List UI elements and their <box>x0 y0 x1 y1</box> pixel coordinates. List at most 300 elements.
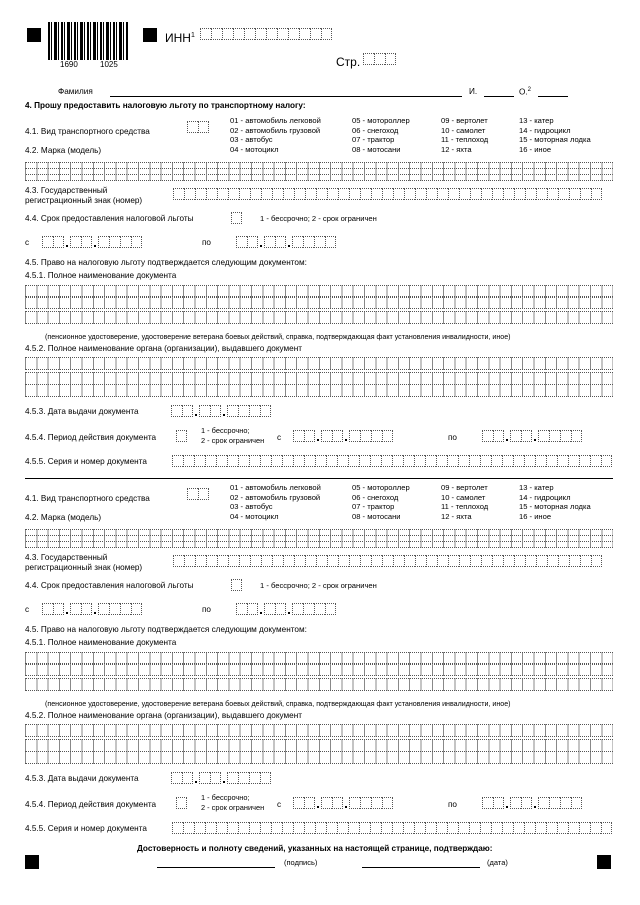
initial-i-line[interactable] <box>484 96 514 97</box>
series-field-cell[interactable] <box>282 822 293 834</box>
series-field-cell[interactable] <box>227 455 238 467</box>
inn-cell[interactable] <box>233 28 244 40</box>
reg-sign-field-cell[interactable] <box>173 555 184 567</box>
series-field-cell[interactable] <box>392 455 403 467</box>
initial-o-line[interactable] <box>538 96 568 97</box>
validity-from-date-cell[interactable] <box>360 430 371 442</box>
term-to-date[interactable] <box>236 603 336 615</box>
validity-to-date-cell[interactable] <box>493 797 504 809</box>
series-field-cell[interactable] <box>403 822 414 834</box>
date-line[interactable] <box>362 867 480 868</box>
validity-from-date-cell[interactable] <box>332 430 343 442</box>
reg-sign-field-cell[interactable] <box>316 555 327 567</box>
reg-sign-field-cell[interactable] <box>217 555 228 567</box>
term-from-date-cell[interactable] <box>53 236 64 248</box>
vehicle-type-field[interactable] <box>187 121 209 133</box>
series-field-cell[interactable] <box>172 455 183 467</box>
reg-sign-field-cell[interactable] <box>536 188 547 200</box>
series-field-cell[interactable] <box>249 455 260 467</box>
series-field-cell[interactable] <box>293 455 304 467</box>
validity-to-date-cell[interactable] <box>482 797 493 809</box>
series-field-cell[interactable] <box>502 455 513 467</box>
inn-cell[interactable] <box>255 28 266 40</box>
series-field-cell[interactable] <box>480 455 491 467</box>
vehicle-type-field-cell[interactable] <box>187 488 198 500</box>
series-field-cell[interactable] <box>337 455 348 467</box>
validity-from-date-cell[interactable] <box>304 430 315 442</box>
series-field-cell[interactable] <box>381 822 392 834</box>
reg-sign-field-cell[interactable] <box>272 188 283 200</box>
validity-to-date-cell[interactable] <box>538 797 549 809</box>
term-from-date-cell[interactable] <box>53 603 64 615</box>
term-to-date-cell[interactable] <box>264 236 275 248</box>
series-field-cell[interactable] <box>568 822 579 834</box>
reg-sign-field-cell[interactable] <box>294 555 305 567</box>
validity-field-cell[interactable] <box>176 430 187 442</box>
series-field-cell[interactable] <box>359 822 370 834</box>
validity-from-date-cell[interactable] <box>321 430 332 442</box>
validity-to-date-cell[interactable] <box>521 797 532 809</box>
term-to-date-cell[interactable] <box>325 236 336 248</box>
series-field-cell[interactable] <box>469 455 480 467</box>
series-field-cell[interactable] <box>513 822 524 834</box>
validity-to-date-cell[interactable] <box>482 430 493 442</box>
validity-from-date[interactable] <box>293 797 393 809</box>
reg-sign-field-cell[interactable] <box>305 555 316 567</box>
reg-sign-field-cell[interactable] <box>371 188 382 200</box>
series-field-cell[interactable] <box>590 455 601 467</box>
series-field-cell[interactable] <box>557 822 568 834</box>
validity-from-date-cell[interactable] <box>304 797 315 809</box>
term-to-date-cell[interactable] <box>275 603 286 615</box>
reg-sign-field-cell[interactable] <box>294 188 305 200</box>
reg-sign-field-cell[interactable] <box>316 188 327 200</box>
issue-date-field-cell[interactable] <box>238 772 249 784</box>
reg-sign-field-cell[interactable] <box>360 555 371 567</box>
series-field-cell[interactable] <box>293 822 304 834</box>
org-name-row-3[interactable] <box>25 751 613 764</box>
validity-to-date-cell[interactable] <box>571 797 582 809</box>
inn-cell[interactable] <box>321 28 332 40</box>
series-field-cell[interactable] <box>458 455 469 467</box>
series-field-cell[interactable] <box>260 822 271 834</box>
reg-sign-field-cell[interactable] <box>250 555 261 567</box>
series-field-cell[interactable] <box>425 822 436 834</box>
series-field-cell[interactable] <box>502 822 513 834</box>
series-field-cell[interactable] <box>601 455 612 467</box>
vehicle-type-field-cell[interactable] <box>198 121 209 133</box>
series-field-cell[interactable] <box>590 822 601 834</box>
reg-sign-field-cell[interactable] <box>206 555 217 567</box>
term-to-date-cell[interactable] <box>275 236 286 248</box>
reg-sign-field-cell[interactable] <box>591 188 602 200</box>
term-from-date-cell[interactable] <box>42 603 53 615</box>
series-field-cell[interactable] <box>535 455 546 467</box>
series-field-cell[interactable] <box>557 455 568 467</box>
validity-to-date-cell[interactable] <box>560 797 571 809</box>
vehicle-type-field[interactable] <box>187 488 209 500</box>
issue-date-field-cell[interactable] <box>249 405 260 417</box>
series-field-cell[interactable] <box>348 455 359 467</box>
issue-date-field-cell[interactable] <box>210 772 221 784</box>
term-from-date-cell[interactable] <box>131 603 142 615</box>
reg-sign-field-cell[interactable] <box>558 555 569 567</box>
reg-sign-field-cell[interactable] <box>327 555 338 567</box>
doc-name-row-3[interactable] <box>25 678 613 691</box>
validity-from-date-cell[interactable] <box>349 430 360 442</box>
reg-sign-field-cell[interactable] <box>448 188 459 200</box>
reg-sign-field-cell[interactable] <box>514 555 525 567</box>
reg-sign-field-cell[interactable] <box>360 188 371 200</box>
reg-sign-field-cell[interactable] <box>569 555 580 567</box>
issue-date-field-cell[interactable] <box>171 405 182 417</box>
validity-to-date[interactable] <box>482 430 582 442</box>
reg-sign-field-cell[interactable] <box>580 188 591 200</box>
reg-sign-field-cell[interactable] <box>569 188 580 200</box>
term-from-date-cell[interactable] <box>42 236 53 248</box>
reg-sign-field-cell[interactable] <box>437 188 448 200</box>
reg-sign-field[interactable] <box>173 188 602 200</box>
reg-sign-field-cell[interactable] <box>415 555 426 567</box>
surname-line[interactable] <box>110 96 462 97</box>
issue-date-field-cell[interactable] <box>182 405 193 417</box>
issue-date-field-cell[interactable] <box>260 772 271 784</box>
reg-sign-field-cell[interactable] <box>503 188 514 200</box>
series-field-cell[interactable] <box>469 822 480 834</box>
reg-sign-field-cell[interactable] <box>228 555 239 567</box>
reg-sign-field-cell[interactable] <box>426 188 437 200</box>
issue-date-field[interactable] <box>171 405 271 417</box>
series-field-cell[interactable] <box>359 455 370 467</box>
inn-cell[interactable] <box>288 28 299 40</box>
reg-sign-field-cell[interactable] <box>426 555 437 567</box>
series-field-cell[interactable] <box>524 822 535 834</box>
validity-from-date-cell[interactable] <box>371 797 382 809</box>
inn-cell[interactable] <box>200 28 211 40</box>
series-field-cell[interactable] <box>249 822 260 834</box>
reg-sign-field-cell[interactable] <box>327 188 338 200</box>
series-field-cell[interactable] <box>568 455 579 467</box>
reg-sign-field-cell[interactable] <box>404 188 415 200</box>
inn-cell[interactable] <box>277 28 288 40</box>
series-field-cell[interactable] <box>205 822 216 834</box>
reg-sign-field-cell[interactable] <box>525 555 536 567</box>
org-name-row-1[interactable] <box>25 357 613 370</box>
inn-cell[interactable] <box>310 28 321 40</box>
reg-sign-field-cell[interactable] <box>338 188 349 200</box>
series-field-cell[interactable] <box>370 455 381 467</box>
series-field-cell[interactable] <box>403 455 414 467</box>
org-name-row-1[interactable] <box>25 724 613 737</box>
inn-cell[interactable] <box>211 28 222 40</box>
term-to-date-cell[interactable] <box>292 603 303 615</box>
validity-to-date-cell[interactable] <box>521 430 532 442</box>
validity-from-date-cell[interactable] <box>382 797 393 809</box>
reg-sign-field-cell[interactable] <box>481 555 492 567</box>
term-from-date-cell[interactable] <box>70 603 81 615</box>
series-field-cell[interactable] <box>579 455 590 467</box>
term-from-date-cell[interactable] <box>109 236 120 248</box>
term-field-cell[interactable] <box>231 212 242 224</box>
reg-sign-field-cell[interactable] <box>184 555 195 567</box>
issue-date-field-cell[interactable] <box>227 405 238 417</box>
series-field-cell[interactable] <box>480 822 491 834</box>
page-cell[interactable] <box>385 53 396 65</box>
validity-from-date-cell[interactable] <box>349 797 360 809</box>
issue-date-field-cell[interactable] <box>171 772 182 784</box>
term-to-date[interactable] <box>236 236 336 248</box>
term-from-date-cell[interactable] <box>81 236 92 248</box>
validity-from-date-cell[interactable] <box>360 797 371 809</box>
series-field-cell[interactable] <box>458 822 469 834</box>
series-field-cell[interactable] <box>205 455 216 467</box>
validity-field[interactable] <box>176 797 187 809</box>
doc-name-row-2[interactable] <box>25 663 613 676</box>
issue-date-field-cell[interactable] <box>199 772 210 784</box>
series-field-cell[interactable] <box>579 822 590 834</box>
doc-name-row-3[interactable] <box>25 311 613 324</box>
issue-date-field-cell[interactable] <box>199 405 210 417</box>
doc-name-row-2[interactable] <box>25 296 613 309</box>
reg-sign-field-cell[interactable] <box>470 188 481 200</box>
series-label: 4.5.5. Серия и номер документа <box>25 824 147 833</box>
reg-sign-field-cell[interactable] <box>459 188 470 200</box>
term-from-date-cell[interactable] <box>109 603 120 615</box>
reg-sign-field-cell[interactable] <box>283 555 294 567</box>
series-field-cell[interactable] <box>183 822 194 834</box>
reg-sign-field-cell[interactable] <box>415 188 426 200</box>
validity-to-date-cell[interactable] <box>510 430 521 442</box>
term-to-date-cell[interactable] <box>303 236 314 248</box>
series-field-cell[interactable] <box>238 455 249 467</box>
validity-from-date-cell[interactable] <box>293 430 304 442</box>
reg-sign-field-cell[interactable] <box>305 188 316 200</box>
reg-sign-field-cell[interactable] <box>558 188 569 200</box>
reg-sign-field-cell[interactable] <box>382 555 393 567</box>
reg-sign-field-cell[interactable] <box>470 555 481 567</box>
reg-sign-field-cell[interactable] <box>404 555 415 567</box>
reg-sign-field-cell[interactable] <box>349 188 360 200</box>
term-from-date[interactable] <box>42 603 142 615</box>
series-field[interactable] <box>172 822 612 834</box>
validity-from-date-cell[interactable] <box>321 797 332 809</box>
inn-cell[interactable] <box>299 28 310 40</box>
reg-sign-field-cell[interactable] <box>448 555 459 567</box>
series-field-cell[interactable] <box>326 455 337 467</box>
reg-sign-field-cell[interactable] <box>217 188 228 200</box>
series-field-cell[interactable] <box>535 822 546 834</box>
term-from-date-cell[interactable] <box>120 236 131 248</box>
series-field-cell[interactable] <box>513 455 524 467</box>
org-name-row-3[interactable] <box>25 384 613 397</box>
reg-sign-field-cell[interactable] <box>239 188 250 200</box>
series-field-cell[interactable] <box>436 822 447 834</box>
reg-sign-field-cell[interactable] <box>437 555 448 567</box>
vehicle-type-field-cell[interactable] <box>187 121 198 133</box>
reg-sign-field-cell[interactable] <box>239 555 250 567</box>
series-field-cell[interactable] <box>194 822 205 834</box>
reg-sign-field-cell[interactable] <box>459 555 470 567</box>
reg-sign-field-cell[interactable] <box>206 188 217 200</box>
series-field-cell[interactable] <box>436 455 447 467</box>
series-field-cell[interactable] <box>524 455 535 467</box>
term-to-date-cell[interactable] <box>247 236 258 248</box>
series-field-cell[interactable] <box>238 822 249 834</box>
reg-sign-field-cell[interactable] <box>173 188 184 200</box>
reg-sign-field-cell[interactable] <box>272 555 283 567</box>
series-field-cell[interactable] <box>216 455 227 467</box>
issue-date-field-cell[interactable] <box>249 772 260 784</box>
reg-sign-field-cell[interactable] <box>547 188 558 200</box>
validity-to-date-cell[interactable] <box>560 430 571 442</box>
inn-field[interactable] <box>200 28 332 40</box>
series-field-cell[interactable] <box>315 822 326 834</box>
brand-row-2[interactable] <box>25 535 613 548</box>
series-field-cell[interactable] <box>546 822 557 834</box>
reg-sign-field-cell[interactable] <box>393 188 404 200</box>
term-field[interactable] <box>231 579 242 591</box>
validity-from-date[interactable] <box>293 430 393 442</box>
validity-to-date-cell[interactable] <box>549 797 560 809</box>
validity-to-date-cell[interactable] <box>493 430 504 442</box>
reg-sign-field-cell[interactable] <box>195 555 206 567</box>
validity-field-cell[interactable] <box>176 797 187 809</box>
validity-field[interactable] <box>176 430 187 442</box>
series-field-cell[interactable] <box>260 455 271 467</box>
validity-from-date-cell[interactable] <box>371 430 382 442</box>
series-field-cell[interactable] <box>601 822 612 834</box>
term-to-date-cell[interactable] <box>314 236 325 248</box>
term-from-date-cell[interactable] <box>98 236 109 248</box>
term-from-date-cell[interactable] <box>120 603 131 615</box>
validity-to-date-cell[interactable] <box>571 430 582 442</box>
term-to-date-cell[interactable] <box>292 236 303 248</box>
series-field[interactable] <box>172 455 612 467</box>
validity-from-date-cell[interactable] <box>382 430 393 442</box>
reg-sign-field-cell[interactable] <box>349 555 360 567</box>
series-field-cell[interactable] <box>381 455 392 467</box>
series-field-cell[interactable] <box>227 822 238 834</box>
issue-date-field-cell[interactable] <box>182 772 193 784</box>
validity-from-date-cell[interactable] <box>332 797 343 809</box>
inn-cell[interactable] <box>222 28 233 40</box>
validity-to-date-cell[interactable] <box>510 797 521 809</box>
signature-line[interactable] <box>157 867 275 868</box>
reg-sign-field-cell[interactable] <box>261 188 272 200</box>
series-field-cell[interactable] <box>194 455 205 467</box>
term-field[interactable] <box>231 212 242 224</box>
term-to-date-cell[interactable] <box>314 603 325 615</box>
series-field-cell[interactable] <box>447 455 458 467</box>
reg-sign-field-cell[interactable] <box>547 555 558 567</box>
series-field-cell[interactable] <box>304 822 315 834</box>
series-field-cell[interactable] <box>304 455 315 467</box>
inn-cell[interactable] <box>266 28 277 40</box>
series-field-cell[interactable] <box>337 822 348 834</box>
inn-cell[interactable] <box>244 28 255 40</box>
series-field-cell[interactable] <box>491 455 502 467</box>
reg-sign-field-cell[interactable] <box>261 555 272 567</box>
series-field-cell[interactable] <box>326 822 337 834</box>
series-field-cell[interactable] <box>392 822 403 834</box>
term-to-date-cell[interactable] <box>247 603 258 615</box>
series-field-cell[interactable] <box>414 455 425 467</box>
reg-sign-field-cell[interactable] <box>514 188 525 200</box>
reg-sign-field-cell[interactable] <box>228 188 239 200</box>
reg-sign-field-cell[interactable] <box>195 188 206 200</box>
reg-sign-field-cell[interactable] <box>371 555 382 567</box>
reg-sign-field-cell[interactable] <box>536 555 547 567</box>
reg-sign-field-cell[interactable] <box>382 188 393 200</box>
reg-sign-field-cell[interactable] <box>580 555 591 567</box>
issue-date-field-cell[interactable] <box>238 405 249 417</box>
series-field-cell[interactable] <box>271 455 282 467</box>
term-from-date[interactable] <box>42 236 142 248</box>
series-field-cell[interactable] <box>282 455 293 467</box>
issue-date-field-cell[interactable] <box>260 405 271 417</box>
brand-row-2[interactable] <box>25 168 613 181</box>
term-from-date-cell[interactable] <box>131 236 142 248</box>
reg-sign-field-cell[interactable] <box>283 188 294 200</box>
series-field-cell[interactable] <box>172 822 183 834</box>
term-from-date-cell[interactable] <box>98 603 109 615</box>
term-to-date-cell[interactable] <box>236 603 247 615</box>
term-from-date-cell[interactable] <box>81 603 92 615</box>
reg-sign-field-cell[interactable] <box>250 188 261 200</box>
series-field-cell[interactable] <box>216 822 227 834</box>
validity-to-date-cell[interactable] <box>538 430 549 442</box>
issue-date-field[interactable] <box>171 772 271 784</box>
series-field-cell[interactable] <box>348 822 359 834</box>
term-to-date-cell[interactable] <box>236 236 247 248</box>
validity-to-date[interactable] <box>482 797 582 809</box>
page-cell[interactable] <box>374 53 385 65</box>
page-field[interactable] <box>363 53 396 65</box>
issue-date-field-cell[interactable] <box>210 405 221 417</box>
term-from-date-cell[interactable] <box>70 236 81 248</box>
series-field-cell[interactable] <box>414 822 425 834</box>
reg-sign-field-cell[interactable] <box>393 555 404 567</box>
reg-sign-field-cell[interactable] <box>492 555 503 567</box>
series-field-cell[interactable] <box>183 455 194 467</box>
vehicle-type-field-cell[interactable] <box>198 488 209 500</box>
initial-i-label: И. <box>469 87 478 96</box>
reg-sign-field-cell[interactable] <box>503 555 514 567</box>
series-field-cell[interactable] <box>491 822 502 834</box>
reg-sign-field-cell[interactable] <box>591 555 602 567</box>
reg-sign-field-cell[interactable] <box>525 188 536 200</box>
term-to-date-cell[interactable] <box>303 603 314 615</box>
series-field-cell[interactable] <box>425 455 436 467</box>
term-to-date-cell[interactable] <box>264 603 275 615</box>
term-field-cell[interactable] <box>231 579 242 591</box>
series-field-cell[interactable] <box>271 822 282 834</box>
series-field-cell[interactable] <box>315 455 326 467</box>
series-field-cell[interactable] <box>546 455 557 467</box>
reg-sign-field[interactable] <box>173 555 602 567</box>
reg-sign-field-cell[interactable] <box>184 188 195 200</box>
reg-sign-field-cell[interactable] <box>338 555 349 567</box>
series-field-cell[interactable] <box>370 822 381 834</box>
reg-sign-field-cell[interactable] <box>481 188 492 200</box>
reg-sign-field-cell[interactable] <box>492 188 503 200</box>
validity-to-date-cell[interactable] <box>549 430 560 442</box>
page-cell[interactable] <box>363 53 374 65</box>
issue-date-field-cell[interactable] <box>227 772 238 784</box>
series-field-cell[interactable] <box>447 822 458 834</box>
validity-from-date-cell[interactable] <box>293 797 304 809</box>
term-to-date-cell[interactable] <box>325 603 336 615</box>
